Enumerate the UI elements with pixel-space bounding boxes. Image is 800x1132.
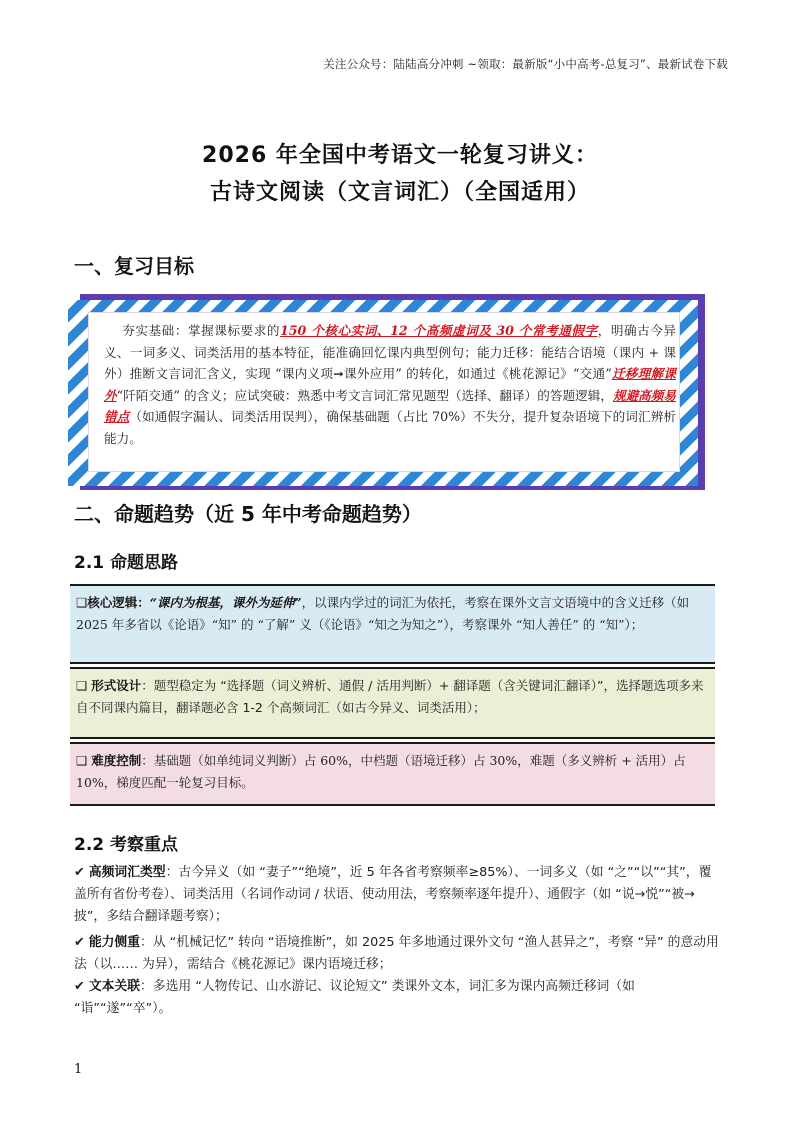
trend-text: ，以课内学过的词汇为依托，考察在课外文言文语境中的含义迁移（如 2025 年多省以《论语》“知” 的 “了解” 义（《论语》“知之为知之”），考察课外 “知人善任” 的 “知”）；	[76, 595, 690, 632]
goal-highlight-errors: 规避高频易错点	[104, 387, 677, 424]
focus-text: ：古今异义（如 “妻子”“绝境”，近 5 年各省考察频率≥85%）、一词多义（如 “之”“以”“其”，覆盖所有省份考卷）、词类活用（名词作动词 / 状语、使动用法，考察频率逐年提升）、通假字（如 “说→悦”“被→披”，多结合翻译题考察）；	[74, 865, 712, 924]
trend-format-design	[70, 667, 715, 739]
focus-text: ：从 “机械记忆” 转向 “语境推断”，如 2025 年多地通过课外文句 “渔人甚异之”，考察 “异” 的意动用法（以…… 为异），需结合《桃花源记》课内语境迁移；	[74, 935, 719, 972]
goal-highlight-vocab: 150 个核心实词、12 个高频虚词及 30 个常考通假字	[279, 323, 598, 338]
focus-label: 高频词汇类型	[88, 865, 166, 880]
goal-text-a: 夯实基础：掌握课标要求的	[122, 323, 280, 338]
goal-text	[104, 320, 676, 449]
doc-title-line2: 古诗文阅读（文言词汇）（全国适用）	[209, 180, 590, 205]
trend-label: 难度控制	[91, 753, 142, 768]
section2-heading: 二、命题趋势（近 5 年中考命题趋势）	[74, 502, 422, 526]
goal-highlight-transfer: 迁移理解课外	[104, 366, 677, 403]
trend-label: 形式设计	[91, 678, 142, 693]
checkbox-icon: ❑	[76, 678, 88, 693]
goal-text-d: （如通假字漏认、词类活用误判），确保基础题（占比 70%）不失分，提升复杂语境下的词汇辨析能力。	[104, 409, 676, 446]
trend-label: 核心逻辑：	[87, 595, 150, 610]
trend-core-logic	[70, 584, 715, 664]
check-icon: ✔	[74, 935, 85, 950]
doc-title-line1: 2026 年全国中考语文一轮复习讲义：	[202, 143, 598, 168]
focus-label: 能力侧重	[88, 935, 140, 950]
header-note: 关注公众号：陆陆高分冲刺 ~领取：最新版“小中高考-总复习”、最新试卷下载	[323, 57, 728, 71]
focus-label: 文本关联	[88, 979, 140, 994]
focus-ability	[74, 932, 724, 976]
goal-text-b: ，明确古今异义、一词多义、词类活用的基本特征，能准确回忆课内典型例句；能力迁移：能结合语境（课内 + 课外）推断文言词汇含义，实现 “课内义项➞课外应用” 的转化，如通过《桃花源记》“交通”	[104, 323, 677, 381]
trend-difficulty	[70, 742, 715, 806]
section1-heading: 一、复习目标	[74, 254, 194, 278]
check-icon: ✔	[74, 865, 85, 880]
trend-text: ：题型稳定为 “选择题（词义辨析、通假 / 活用判断）+ 翻译题（含关键词汇翻译）”，选择题选项多来自不同课内篇目，翻译题必含 1-2 个高频词汇（如古今异义、词类活用）；	[76, 678, 704, 715]
trend-text: ：基础题（如单纯词义判断）占 60%，中档题（语境迁移）占 30%，难题（多义辨析 + 活用）占 10%，梯度匹配一轮复习目标。	[76, 753, 686, 790]
check-icon: ✔	[74, 979, 85, 994]
trend-quote: “课内为根基，课外为延伸”	[149, 595, 302, 610]
focus-vocab-types	[74, 862, 724, 928]
checkbox-icon: ❑	[76, 595, 88, 610]
page-number: 1	[74, 1062, 83, 1077]
subsection-2-2-heading: 2.2 考察重点	[74, 835, 179, 855]
subsection-2-1-heading: 2.1 命题思路	[74, 553, 179, 573]
focus-text: ：多选用 “人物传记、山水游记、议论短文” 类课外文本，词汇多为课内高频迁移词（如 “诣”“遂”“卒”）。	[74, 979, 635, 1016]
focus-text-relation	[74, 976, 724, 1020]
checkbox-icon: ❑	[76, 753, 88, 768]
goal-text-c: “阡陌交通” 的含义；应试突破：熟悉中考文言词汇常见题型（选择、翻译）的答题逻辑，	[116, 387, 613, 403]
